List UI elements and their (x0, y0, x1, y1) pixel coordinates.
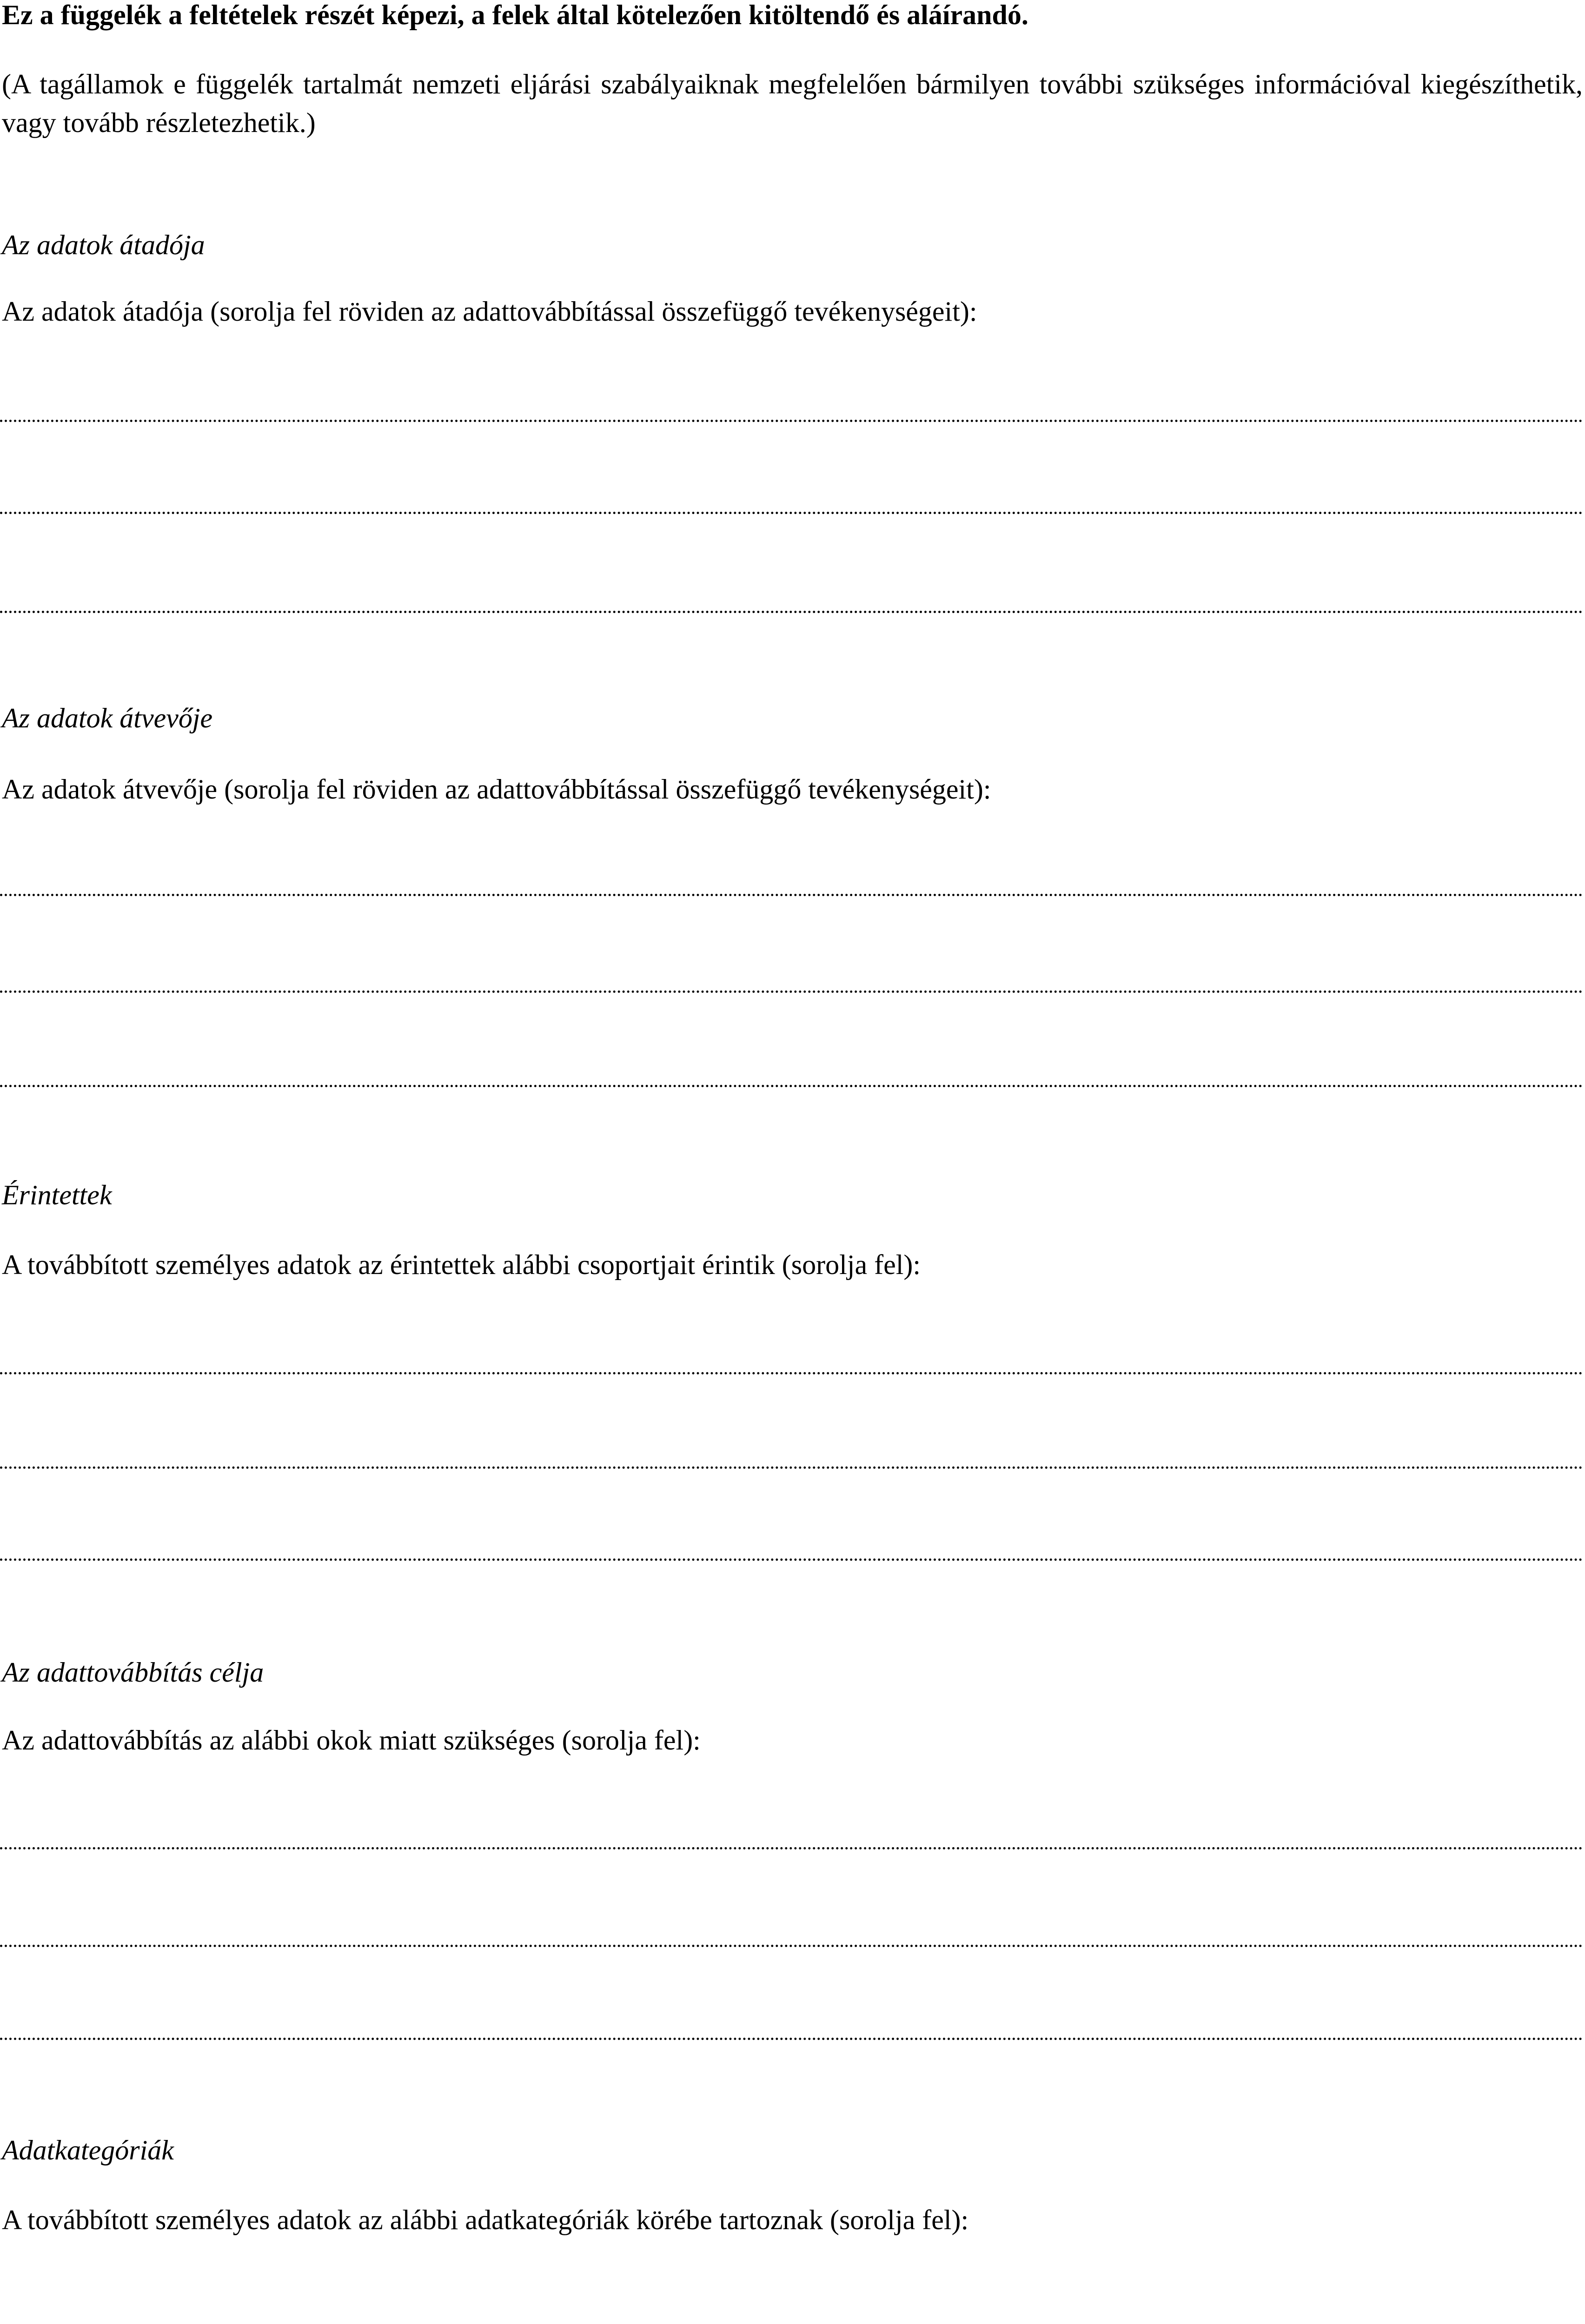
section-prompt-data-categories: A továbbított személyes adatok az alábbi adatkategóriák körébe tartoznak (sorolja fel): (2, 2205, 969, 2235)
fill-line[interactable] (0, 420, 1583, 422)
fill-line[interactable] (0, 1558, 1583, 1561)
section-prompt-transfer-purpose: Az adattovábbítás az alábbi okok miatt szükséges (sorolja fel): (2, 1725, 701, 1756)
intro-note: (A tagállamok e függelék tartalmát nemzeti eljárási szabályaiknak megfelelően bármilyen további szükséges információval kiegészíthetik, vagy tovább részletezhetik.) (2, 69, 1583, 138)
section-prompt-data-subjects: A továbbított személyes adatok az érintettek alábbi csoportjait érintik (sorolja fel): (2, 1249, 921, 1280)
section-heading-data-subjects: Érintettek (2, 1180, 112, 1210)
section-heading-data-exporter: Az adatok átadója (2, 230, 205, 260)
section-heading-transfer-purpose: Az adattovábbítás célja (2, 1657, 264, 1688)
section-heading-data-importer: Az adatok átvevője (2, 703, 213, 733)
fill-line[interactable] (0, 1372, 1583, 1374)
fill-line[interactable] (0, 512, 1583, 514)
fill-line[interactable] (0, 894, 1583, 896)
fill-line[interactable] (0, 1466, 1583, 1469)
section-prompt-data-exporter: Az adatok átadója (sorolja fel röviden az adattovábbítással összefüggő tevékenységeit): (2, 296, 977, 327)
section-prompt-data-importer: Az adatok átvevője (sorolja fel röviden az adattovábbítással összefüggő tevékenységeit): (2, 774, 991, 805)
fill-line[interactable] (0, 1085, 1583, 1087)
fill-line[interactable] (0, 1847, 1583, 1849)
fill-line[interactable] (0, 990, 1583, 993)
intro-statement: Ez a függelék a feltételek részét képezi, a felek által kötelezően kitöltendő és aláírandó. (2, 0, 1028, 30)
fill-line[interactable] (0, 611, 1583, 613)
fill-line[interactable] (0, 1945, 1583, 1947)
section-heading-data-categories: Adatkategóriák (2, 2135, 174, 2166)
fill-line[interactable] (0, 2038, 1583, 2040)
